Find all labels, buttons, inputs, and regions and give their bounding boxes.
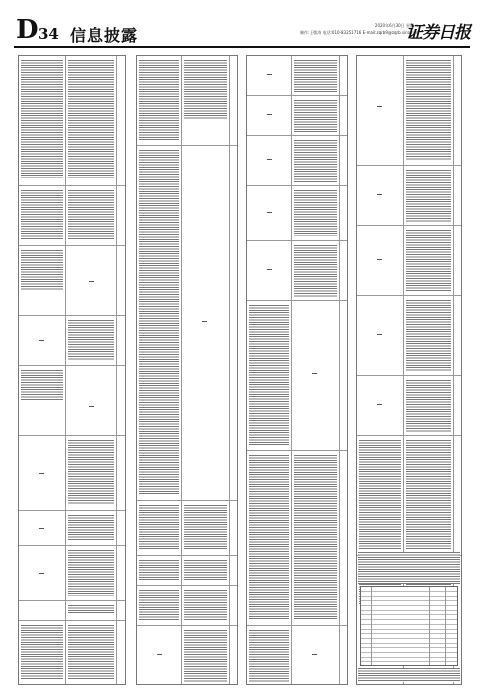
table-cell [137,146,238,501]
table-cell [247,301,348,451]
contact-line: 制作:王敬涛 电话:010-83251716 E-mail:zqrb9@zqrb.sina.net [299,30,418,35]
table-cell [357,166,462,226]
table-column-line [445,587,446,665]
header-info [300,22,418,36]
table-cell [19,186,126,246]
page-letter: D [16,15,39,45]
column-3 [246,55,348,685]
table-cell [137,501,238,556]
column-2 [136,55,238,685]
section-title: 信息披露 [70,26,139,45]
table-cell [357,376,462,436]
table-cell [247,186,348,241]
table-cell [19,621,126,685]
masthead [14,15,470,45]
table-cell [137,626,238,685]
column-1 [18,55,126,685]
table-cell [357,436,462,556]
table-cell [357,296,462,376]
table-cell [19,316,126,366]
notice-paragraph [358,552,460,584]
paper-logo: 证券日报 [406,23,470,43]
table-cell [19,436,126,511]
table-cell [19,511,126,546]
table-cell [247,626,348,685]
table-cell [247,136,348,186]
table-cell [19,246,126,316]
table-cell [19,366,126,436]
table-cell [19,56,126,186]
table-column-line [429,587,430,665]
header-rule [14,46,470,48]
table-cell [19,546,126,601]
table-cell [137,56,238,146]
table-cell [247,56,348,96]
page-number: 34 [38,25,59,43]
table-cell [357,56,462,166]
table-cell [247,241,348,301]
table-cell [137,556,238,586]
table-cell [247,451,348,626]
table-cell [357,226,462,296]
table-cell [137,586,238,626]
table-column-line [371,587,372,665]
data-table [360,586,458,666]
table-cell [247,96,348,136]
table-cell [19,601,126,621]
footer-paragraph [358,668,460,682]
date-line: 2020年6月30日 星期二 [374,23,418,28]
